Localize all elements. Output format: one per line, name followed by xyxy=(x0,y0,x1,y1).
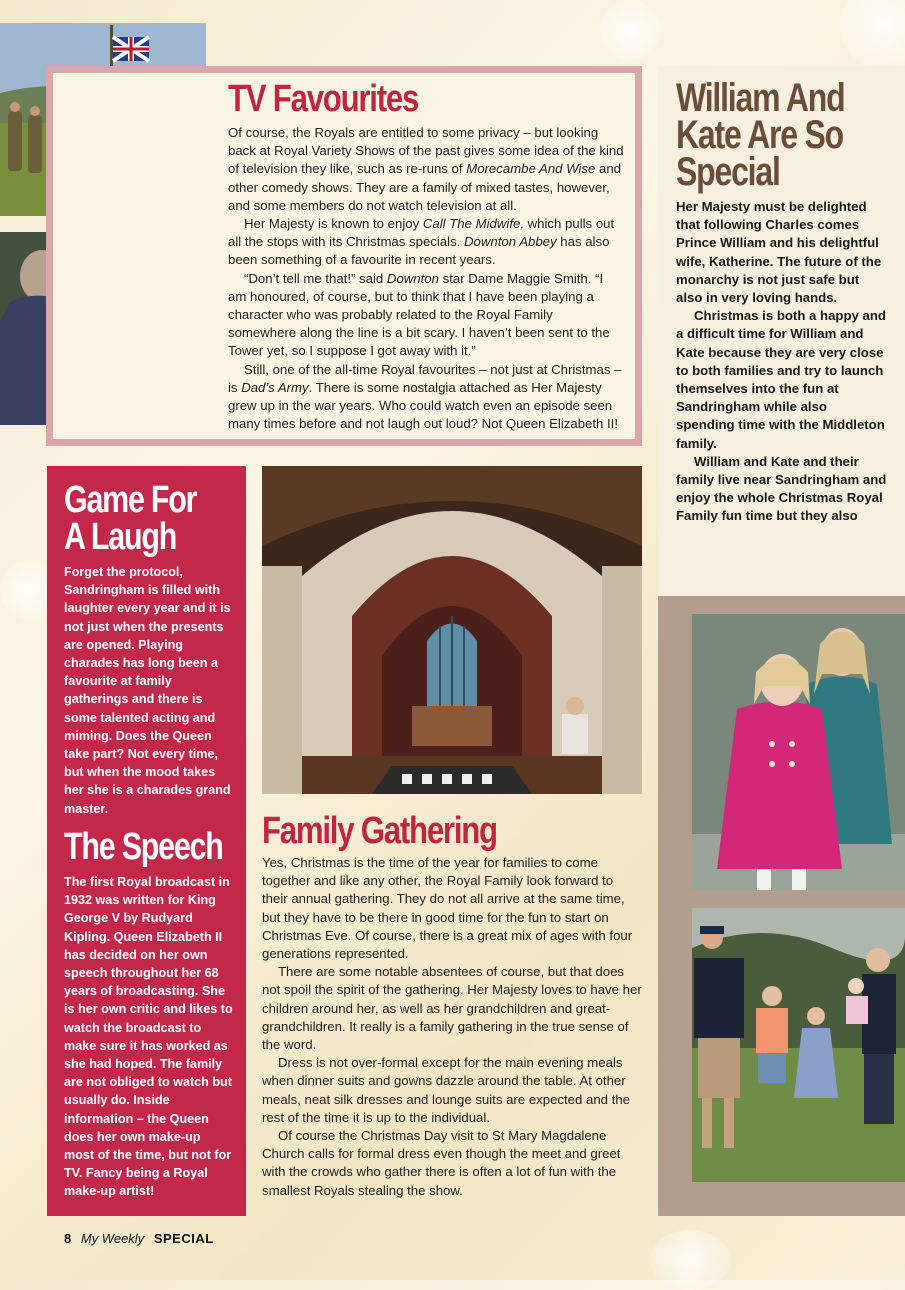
page-footer xyxy=(64,1231,214,1246)
bokeh-decoration xyxy=(840,0,905,70)
tv-favourites-title: TV Favourites xyxy=(228,78,419,120)
magazine-name: My Weekly xyxy=(80,1231,145,1246)
italic-title: Dad’s Army xyxy=(241,379,309,395)
william-kate-body xyxy=(676,198,888,526)
edition-label: SPECIAL xyxy=(153,1231,214,1246)
family-gathering-paragraph: There are some notable absentees of course, but that does not spoil the spirit of the gathering. Her Majesty loves to have her children around her, as well as her grandchildren and great-grandchildren. It really is a family gathering in the true sense of the word. xyxy=(262,964,642,1053)
tv-favourites-paragraph: “Don’t tell me that!” said Downton star Dame Maggie Smith. “I am honoured, of course, but to think that I have been playing a character who was probably related to the Royal Family somewhere along the line is a bit scary. I haven’t been sent to the Tower yet, so I suppose I got away with it.” xyxy=(228,270,610,359)
italic-title: Call The Midwife, xyxy=(422,216,524,232)
italic-title: Morecambe And Wise xyxy=(466,161,596,177)
game-for-a-laugh-title xyxy=(64,479,248,558)
game-for-a-laugh-body: Forget the protocol, Sandringham is filled with laughter every year and it is not just when the presents are opened. Playing charades has long been a favourite at family gatherings and there is some talented acting and miming. Does the Queen take part? Not every time, but when the mood takes her she is a charades grand master. xyxy=(64,565,231,816)
bokeh-decoration xyxy=(650,1230,730,1290)
tv-favourites-body xyxy=(228,124,624,433)
william-kate-title xyxy=(676,76,860,194)
royal-family-walking-photo xyxy=(692,908,905,1182)
william-kate-title-line: William And xyxy=(676,76,845,120)
tv-favourites-paragraph: Her Majesty is known to enjoy Call The Midwife, which pulls out all the stops with its Christmas specials. Downton Abbey has also been something of a favourite in recent years. xyxy=(228,216,615,268)
bokeh-decoration xyxy=(600,0,660,60)
william-kate-paragraph: William and Kate and their family live near Sandringham and enjoy the whole Christmas Royal Family fun time but they also xyxy=(676,453,887,524)
italic-title: Downton Abbey xyxy=(464,234,557,250)
family-gathering-paragraph: Of course the Christmas Day visit to St Mary Magdalene Church calls for formal dress even though the meet and greet with the crowds who gather there is often a lot of fun with the smallest Royals stealing the show. xyxy=(262,1128,621,1198)
family-gathering-body xyxy=(262,854,642,1200)
italic-title: Downton xyxy=(386,270,439,286)
william-kate-title-line: Kate Are So xyxy=(676,113,844,157)
the-speech-title: The Speech xyxy=(64,826,223,868)
tv-favourites-paragraph: Still, one of the all-time Royal favourites – not just at Christmas – is Dad’s Army. There is some nostalgia attached as Her Majesty grew up in the war years. Who could watch even an episode seen many times before and not laugh out loud? Not Queen Elizabeth II! xyxy=(228,361,622,432)
the-speech-body: The first Royal broadcast in 1932 was written for King George V by Rudyard Kipling. Queen Elizabeth II has decided on her own speech throughout her 68 years of broadcasting. She is her own critic and likes to watch the broadcast to make sure it has worked as she had hoped. The family are not obliged to watch but usually do. Inside information – the Queen does her own make-up most of the time, but not for TV. Fancy being a Royal make-up artist! xyxy=(64,875,233,1199)
william-kate-title-line: Special xyxy=(676,150,780,194)
royal-children-coats-photo xyxy=(692,614,905,890)
game-title-line: A Laugh xyxy=(64,516,177,558)
william-kate-paragraph: Christmas is both a happy and a difficult time for William and Kate because they are very close to both families and try to launch themselves into the fun at Sandringham while also spending time with the Middleton family. xyxy=(676,308,886,451)
family-gathering-title: Family Gathering xyxy=(262,810,497,852)
family-gathering-paragraph: Yes, Christmas is the time of the year for families to come together and like any other, the Royal Family look forward to their annual gathering. They do not all arrive at the same time, but they have to be there in good time for the fun to start on Christmas Eve. Of course, there is a great mix of ages with four generations represented. xyxy=(262,855,633,962)
family-gathering-paragraph: Dress is not over-formal except for the main evening meals when dinner suits and gowns dazzle around the table. At other meals, neat silk dresses and lounge suits are expected and the rest of the time it is up to the individual. xyxy=(262,1055,631,1125)
page-number: 8 xyxy=(64,1231,72,1246)
william-kate-paragraph: Her Majesty must be delighted that following Charles comes Prince William and his delightful wife, Katherine. The future of the monarchy is not just safe but also in very loving hands. xyxy=(676,199,882,306)
church-interior-photo xyxy=(262,466,642,794)
game-title-line: Game For xyxy=(64,479,197,521)
tv-favourites-paragraph: Of course, the Royals are entitled to some privacy – but looking back at Royal Variety Shows of the past gives some idea of the kind of television they like, such as re-runs of Morecambe And Wise and other comedy shows. They are a family of mixed tastes, however, and some members do not watch television at all. xyxy=(228,125,624,213)
